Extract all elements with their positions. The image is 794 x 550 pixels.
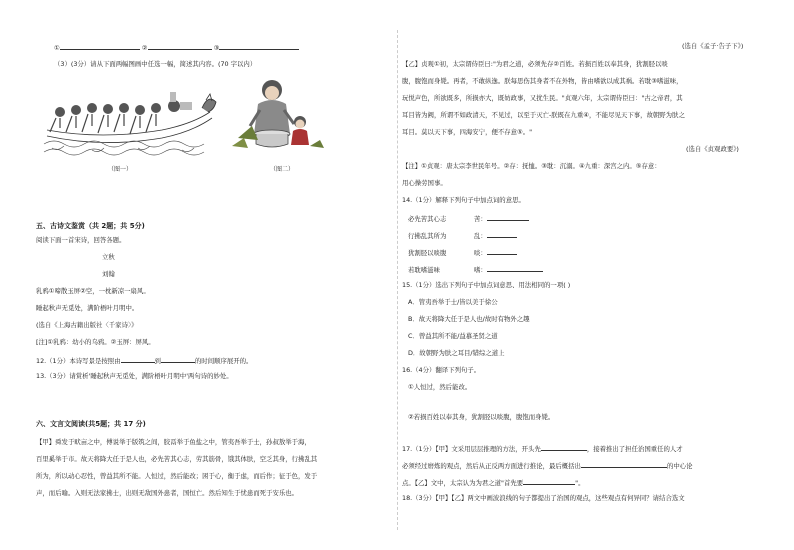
passage-jia-line-2: 百里奚举于市。故天将降大任于是人也，必先苦其心志，劳其筋骨，饿其体肤，空乏其身，行拂乱其 [36, 455, 318, 463]
figure-2-caption: （图二） [270, 166, 295, 173]
passage-yi-line-3: 玩悦声色，所欲既多，所损亦大，既妨政事，又扰生民。"贞观六年，太宗谓侍臣曰："古之帝君，其 [402, 94, 683, 102]
blank-marker-1: ① [54, 44, 60, 52]
blank-marker-3: ③ [213, 44, 220, 52]
q15-option-c[interactable]: C．曾益其所不能/益慕圣贤之道 [408, 332, 498, 340]
answer-blank-1[interactable] [60, 42, 140, 50]
poem-note: [注]①乳鸦：幼小的乌鸦。②玉屏：屏风。 [36, 338, 155, 346]
q17-part-a: 17.（1分）【甲】文采用层层推理的方法，开头先 [402, 445, 541, 453]
q14-item-1-key: 苦： [474, 215, 487, 223]
zongzi-making-illustration [230, 76, 330, 158]
q15-option-b[interactable]: B．故天将降大任于是人也/故时有物外之趣 [408, 315, 530, 323]
poem-source: (选自《上海古籍出版社〈千家诗〉》 [36, 321, 138, 329]
q14-item-3-key: 啖： [474, 249, 487, 257]
q14-item-1 [408, 213, 529, 224]
question-12 [36, 355, 252, 366]
passage-jia-line-1: 【甲】舜发于畎亩之中，傅说举于版筑之间，胶鬲举于鱼盐之中，管夷吾举于士，孙叔敖举于海， [36, 438, 311, 446]
column-divider [397, 30, 398, 530]
q14-item-2-text: 行拂乱其所为 [408, 232, 447, 240]
passage-jia-line-4: 声，而后喻。入则无法家拂士，出则无敌国外患者，国恒亡。然后知生于忧患而死于安乐也。 [36, 489, 299, 497]
q14-blank-1[interactable] [487, 213, 529, 221]
question-16: 16.（4分）翻译下列句子。 [402, 366, 481, 374]
passage-yi-line-1: 【乙】贞观①初，太宗谓侍臣曰:"为君之道，必须先存②百姓。若损百姓以奉其身，犹割胫以啖 [402, 60, 668, 68]
passage-jia-line-3: 所为，所以动心忍性，曾益其所不能。人恒过，然后能改；困于心，衡于虑，而后作；征于色，发于 [36, 472, 318, 480]
question-18: 18.（3分）【甲】【乙】两文中画波浪线的句子都提出了治国的观点，这些观点有何异同？请结合选文 [402, 494, 685, 502]
q14-item-1-text: 必先苦其心志 [408, 215, 447, 223]
q17-part-d: 的中心论 [666, 462, 693, 470]
section-5-title: 五、古诗文鉴赏（共 2题；共 5分) [36, 222, 145, 230]
q12-blank-2[interactable] [161, 355, 195, 363]
section-5-intro: 阅读下面一首宋诗，回答各题。 [36, 236, 126, 244]
question-15: 15.（1分）选出下列句子中加点词意思、用法相同的一项( ) [402, 281, 571, 289]
question-12-text: 12.（1分）本诗写景是按照由 [36, 357, 121, 365]
question-14: 14.（1分）解释下列句子中加点词的意思。 [402, 196, 525, 204]
question-17-line-3 [402, 477, 585, 488]
answer-blank-3[interactable] [219, 42, 299, 50]
annotation-line-2: 用心操劳国事。 [402, 179, 447, 187]
q14-blank-4[interactable] [487, 264, 543, 272]
q14-item-3 [408, 247, 517, 258]
section-6-title: 六、文言文阅读(共5题；共 17 分) [36, 420, 146, 428]
q15-option-d[interactable]: D．故朝野为肤之耳目/错综之道上 [408, 349, 505, 357]
q14-item-3-text: 犹割胫以啖腹 [408, 249, 447, 257]
blank-marker-2: ② [141, 44, 148, 52]
answer-blanks-row [54, 42, 299, 53]
q14-item-4-key: 嗜： [474, 266, 487, 274]
source-mencius: (选自《孟子·告子下》) [682, 42, 744, 50]
answer-blank-2[interactable] [148, 42, 212, 50]
poem-line-2: 睡起秋声无觅处，满阶梧叶月明中。 [36, 304, 139, 312]
poem-author: 刘翰 [102, 270, 115, 278]
q12-blank-1[interactable] [121, 355, 155, 363]
question-12-mid: 到 [154, 357, 161, 365]
q14-item-2-key: 乱： [474, 232, 487, 240]
dragon-boat-illustration [42, 78, 220, 160]
question-3-prompt: （3）(3分）请从下面两幅图画中任选一幅，简述其内容。(70 字以内） [54, 60, 257, 68]
q17-blank-1[interactable] [541, 443, 587, 451]
q17-part-b: ，接着推出了担任治国重任的人才 [586, 445, 683, 453]
question-12-end: 的时间顺序展开的。 [194, 357, 253, 365]
passage-yi-line-2: 腹，腹饱而身毙。再者，不敢纵逸。朕每思伤其身者不在外物，皆由嗜欲以成其祸。若耽③嗜滋味， [402, 77, 683, 85]
q16-sentence-1: ①人恒过，然后能改。 [408, 383, 472, 391]
q16-sentence-2: ②若损百姓以奉其身，犹割胫以啖腹，腹饱而身毙。 [408, 413, 555, 421]
source-zhenguan: (选自《贞观政要》) [686, 145, 739, 153]
poem-line-1: 乳鸦①啼散玉屏②空，一枕新凉一扇风。 [36, 287, 150, 295]
question-17-line-1 [402, 443, 683, 454]
q17-part-c: 必须经过磨炼的观点，然后从正反两方面进行推论，最后概括出 [402, 462, 581, 470]
q17-part-e: 点。【乙】文中，太宗认为为君之道"首先要 [402, 479, 524, 487]
question-13: 13.（3分）请赏析'睡起秋声无觅处，满阶梧叶月明中'两句诗的妙处。 [36, 372, 233, 380]
poem-title: 立秋 [102, 253, 115, 261]
q17-blank-2[interactable] [581, 460, 667, 468]
figure-1-caption: （图一） [108, 166, 133, 173]
q14-item-4-text: 若耽嗜滋味 [408, 266, 440, 274]
q15-option-a[interactable]: A．管夷吾举于士/皆以美于徐公 [408, 298, 498, 306]
q14-item-2 [408, 230, 517, 241]
q17-part-f: "。 [575, 479, 585, 487]
question-17-line-2 [402, 460, 693, 471]
q14-blank-3[interactable] [487, 247, 517, 255]
q14-item-4 [408, 264, 543, 275]
passage-yi-line-4: 耳目皆为阙，所谓不如政清天，不见过，以至于灭亡-朕既在九重④，不能尽见天下事，故朝野为肤之 [402, 111, 685, 119]
passage-yi-line-5: 耳目。莫以天下事，四海安宁，便不存意⑤。" [402, 128, 533, 136]
q17-blank-3[interactable] [523, 477, 575, 485]
q14-blank-2[interactable] [487, 230, 517, 238]
annotation-line-1: 【注】①贞观：唐太宗李世民年号。②存：抚恤。③耽：沉溺。④九重：深宫之内。⑤存意： [402, 162, 661, 170]
